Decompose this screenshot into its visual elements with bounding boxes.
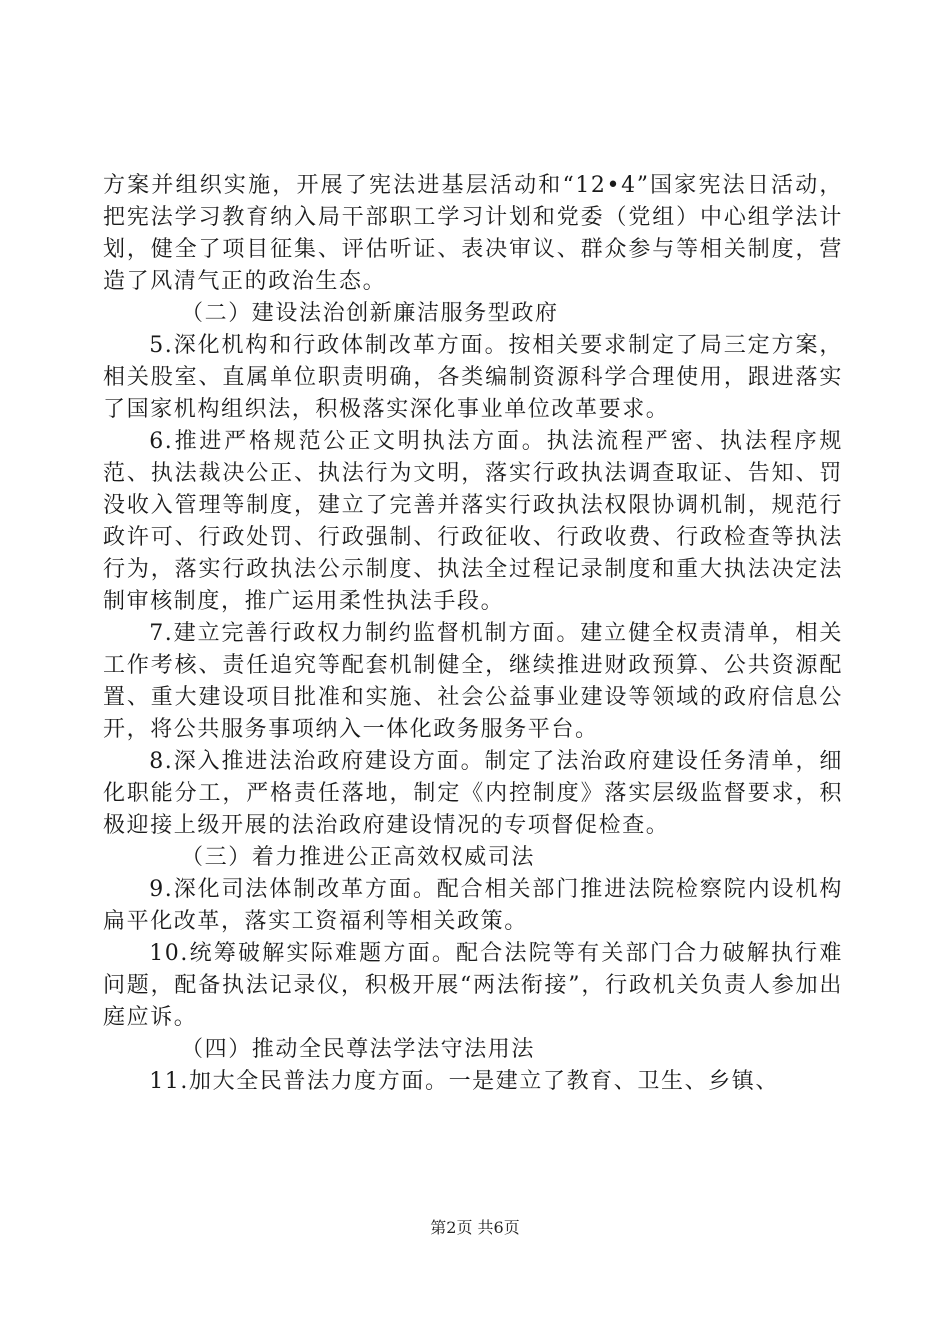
- paragraph-item-9: 9.深化司法体制改革方面。配合相关部门推进法院检察院内设机构扁平化改革，落实工资福利等相关政策。: [103, 877, 843, 934]
- paragraph-item-6: 6.推进严格规范公正文明执法方面。执法流程严密、执法程序规范、执法裁决公正、执法行为文明，落实行政执法调查取证、告知、罚没收入管理等制度，建立了完善并落实行政执法权限协调机制，规范行政许可、行政处罚、行政强制、行政征收、行政收费、行政检查等执法行为，落实行政执法公示制度、执法全过程记录制度和重大执法决定法制审核制度，推广运用柔性执法手段。: [103, 429, 843, 614]
- paragraph-item-8: 8.深入推进法治政府建设方面。制定了法治政府建设任务清单，细化职能分工，严格责任落地，制定《内控制度》落实层级监督要求，积极迎接上级开展的法治政府建设情况的专项督促检查。: [103, 749, 843, 838]
- section-heading-3: （三）着力推进公正高效权威司法: [181, 845, 536, 870]
- paragraph-item-7: 7.建立完善行政权力制约监督机制方面。建立健全权责清单，相关工作考核、责任追究等配套机制健全，继续推进财政预算、公共资源配置、重大建设项目批准和实施、社会公益事业建设等领域的政府信息公开，将公共服务事项纳入一体化政务服务平台。: [103, 621, 843, 742]
- page-number-footer: 第2页 共6页: [430, 1218, 520, 1237]
- paragraph-item-11: 11.加大全民普法力度方面。一是建立了教育、卫生、乡镇、: [149, 1069, 779, 1094]
- document-body: [103, 170, 843, 1098]
- paragraph-item-10: 10.统筹破解实际难题方面。配合法院等有关部门合力破解执行难问题，配备执法记录仪，积极开展“两法衔接”，行政机关负责人参加出庭应诉。: [103, 941, 843, 1030]
- section-heading-2: （二）建设法治创新廉洁服务型政府: [181, 301, 559, 326]
- paragraph-item-5: 5.深化机构和行政体制改革方面。按相关要求制定了局三定方案，相关股室、直属单位职责明确，各类编制资源科学合理使用，跟进落实了国家机构组织法，积极落实深化事业单位改革要求。: [103, 333, 843, 422]
- paragraph-constitution-activities: 方案并组织实施，开展了宪法进基层活动和“12•4”国家宪法日活动，把宪法学习教育纳入局干部职工学习计划和党委（党组）中心组学法计划，健全了项目征集、评估听证、表决审议、群众参与等相关制度，营造了风清气正的政治生态。: [103, 173, 843, 294]
- section-heading-4: （四）推动全民尊法学法守法用法: [181, 1037, 536, 1062]
